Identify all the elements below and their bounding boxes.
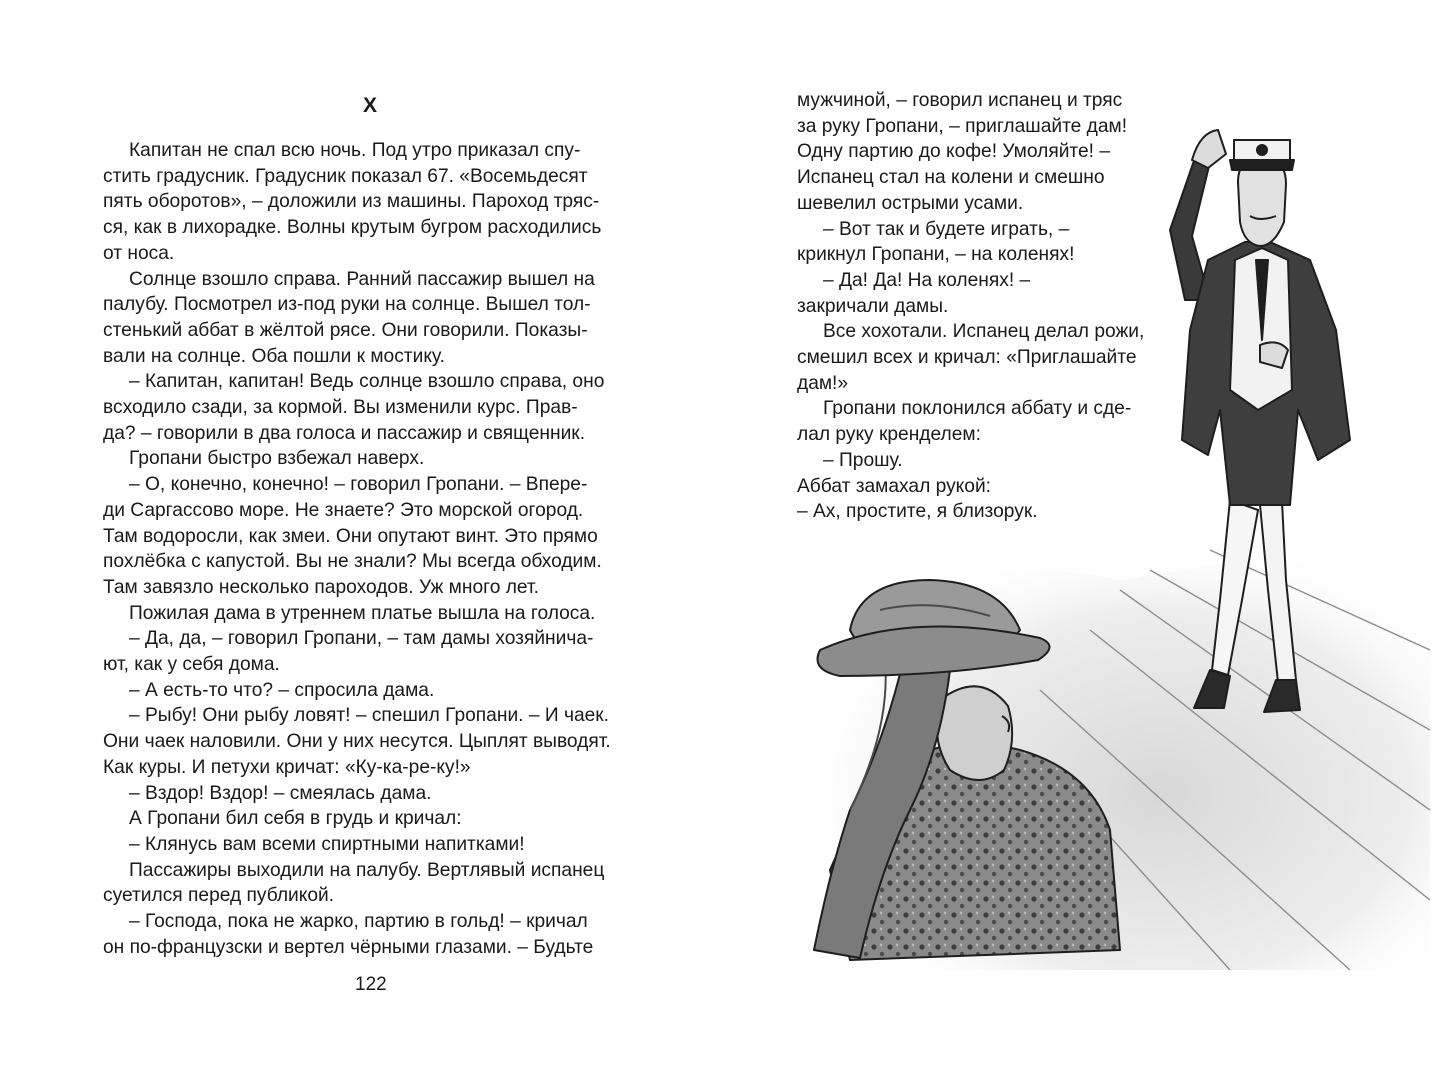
page-number: 122 [355,974,387,995]
text-line: Аббат замахал рукой: [797,475,991,497]
text-line: похлёбка с капустой. Вы не знали? Мы всегда обходим. [103,551,602,573]
text-line: от носа. [103,242,175,264]
text-line: ют, как у себя дома. [103,654,280,676]
text-line: он по-французски и вертел чёрными глазами. – Будьте [103,936,594,958]
text-line: – Да, да, – говорил Гропани, – там дамы хозяйнича- [129,628,594,650]
text-line: стить градусник. Градусник показал 67. «Восемьдесят [103,165,588,187]
text-line: – О, конечно, конечно! – говорил Гропани. – Впере- [129,474,588,496]
text-line: – Господа, пока не жарко, партию в гольд! – кричал [129,911,588,933]
text-line: мужчиной, – говорил испанец и тряс [797,90,1123,111]
text-line: – Вздор! Вздор! – смеялась дама. [129,782,432,804]
text-line: Как куры. И петухи кричат: «Ку-ка-ре-ку!» [103,756,471,778]
text-line: дам!» [797,372,849,394]
text-line: Гропани быстро взбежал наверх. [129,448,425,470]
text-line: – А есть-то что? – спросила дама. [129,679,435,701]
text-line: Все хохотали. Испанец делал рожи, [823,321,1145,343]
text-line: Одну партию до кофе! Умоляйте! – [797,141,1111,163]
text-line: – Прошу. [823,449,903,471]
text-line: закричали дамы. [797,295,949,317]
text-line: вали на солнце. Оба пошли к мостику. [103,345,445,367]
text-line: – Ах, простите, я близорук. [797,501,1038,523]
text-line: всходило сзади, за кормой. Вы изменили курс. Прав- [103,397,578,419]
text-line: – Вот так и будете играть, – [823,218,1070,240]
text-line: Гропани поклонился аббату и сде- [823,398,1132,420]
chapter-title: Х [363,94,379,117]
text-line: – Капитан, капитан! Ведь солнце взошло справа, оно [129,371,605,393]
text-line: А Гропани бил себя в грудь и кричал: [129,808,462,830]
text-line: крикнул Гропани, – на коленях! [797,244,1075,266]
text-line: пять оборотов», – доложили из машины. Пароход тряс- [103,191,600,213]
text-line: палубу. Посмотрел из-под руки на солнце. Вышел тол- [103,294,591,316]
text-line: суетился перед публикой. [103,885,335,907]
text-line: Там водоросли, как змеи. Они опутают винт. Это прямо [103,525,598,547]
text-line: стенький аббат в жёлтой рясе. Они говорили. Показы- [103,319,588,341]
text-line: Испанец стал на колени и смешно [797,167,1105,189]
text-line: лал руку кренделем: [797,424,981,446]
text-line: Солнце взошло справа. Ранний пассажир вышел на [129,268,595,290]
left-text-column [103,138,644,961]
text-line: за руку Гропани, – приглашайте дам! [797,115,1128,137]
text-line: – Да! Да! На коленях! – [823,269,1031,291]
text-line: – Клянусь вам всеми спиртными напитками! [129,833,525,855]
text-line: шевелил острыми усами. [797,192,1024,214]
text-line: ся, как в лихорадке. Волны крутым бугром расходились [103,217,602,239]
text-line: – Рыбу! Они рыбу ловят! – спешил Гропани. – И чаек. [129,705,610,727]
text-line: Там завязло несколько пароходов. Уж много лет. [103,576,539,598]
text-line: ди Саргассово море. Не знаете? Это морской огород. [103,499,584,521]
text-line: Пожилая дама в утреннем платье вышла на голоса. [129,602,596,624]
text-line: Пассажиры выходили на палубу. Вертлявый испанец [129,859,605,881]
text-line: смешил всех и кричал: «Приглашайте [797,347,1137,369]
right-text-column [797,88,1167,525]
text-line: Они чаек наловили. Они у них несутся. Цыплят выводят. [103,731,611,753]
text-line: Капитан не спал всю ночь. Под утро приказал спу- [129,140,581,161]
text-line: да? – говорили в два голоса и пассажир и священник. [103,422,586,444]
